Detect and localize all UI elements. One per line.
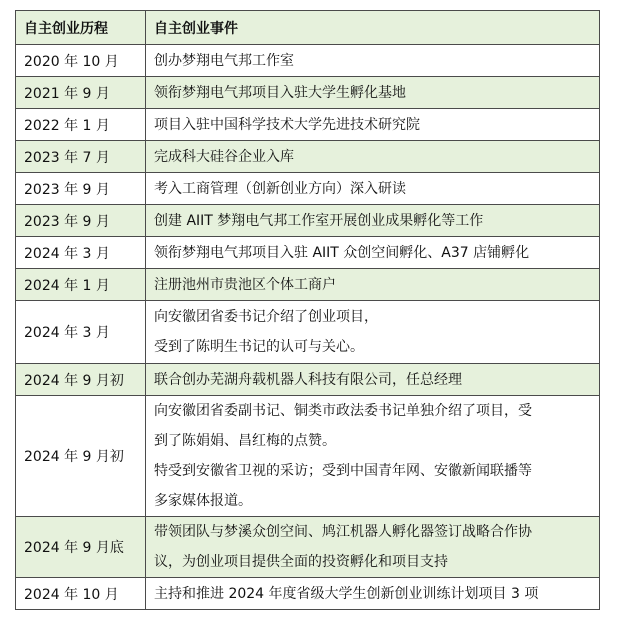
header-history: 自主创业历程	[16, 11, 146, 45]
event-line: 完成科大硅谷企业入库	[154, 148, 294, 165]
table-row	[16, 237, 600, 269]
event-line: 受到了陈明生书记的认可与关心。	[154, 339, 364, 355]
row-date: 2024 年 1 月	[16, 269, 146, 301]
event-line: 主持和推进 2024 年度省级大学生创新创业训练计划项目 3 项	[154, 585, 539, 602]
timeline-table	[15, 10, 600, 610]
table-row	[16, 45, 600, 77]
event-line: 注册池州市贵池区个体工商户	[154, 276, 336, 293]
row-event	[146, 364, 600, 396]
row-event	[146, 578, 600, 610]
row-date: 2024 年 9 月初	[16, 396, 146, 517]
table-header-row	[16, 11, 600, 45]
row-event	[146, 109, 600, 141]
table-row	[16, 77, 600, 109]
event-line: 领衔梦翔电气邦项目入驻大学生孵化基地	[154, 84, 406, 101]
row-date: 2022 年 1 月	[16, 109, 146, 141]
row-event	[146, 269, 600, 301]
table-row	[16, 141, 600, 173]
row-event	[146, 141, 600, 173]
table-row	[16, 109, 600, 141]
header-events: 自主创业事件	[146, 11, 600, 45]
event-line: 创建 AIIT 梦翔电气邦工作室开展创业成果孵化等工作	[154, 212, 484, 229]
event-line: 创办梦翔电气邦工作室	[154, 52, 294, 69]
table-row	[16, 205, 600, 237]
row-date: 2023 年 9 月	[16, 205, 146, 237]
event-line: 多家媒体报道。	[154, 493, 252, 509]
entrepreneurship-timeline	[15, 10, 599, 610]
row-event	[146, 517, 600, 578]
row-event	[146, 173, 600, 205]
row-date: 2024 年 10 月	[16, 578, 146, 610]
table-row	[16, 578, 600, 610]
table-row	[16, 364, 600, 396]
row-date: 2024 年 9 月初	[16, 364, 146, 396]
row-event	[146, 77, 600, 109]
event-line: 向安徽团省委副书记、铜类市政法委书记单独介绍了项目，受	[154, 403, 532, 419]
row-date: 2024 年 3 月	[16, 301, 146, 364]
row-date: 2023 年 9 月	[16, 173, 146, 205]
event-line: 领衔梦翔电气邦项目入驻 AIIT 众创空间孵化、A37 店铺孵化	[154, 244, 530, 261]
event-line: 联合创办芜湖舟载机器人科技有限公司，任总经理	[154, 371, 462, 388]
row-date: 2021 年 9 月	[16, 77, 146, 109]
event-line: 项目入驻中国科学技术大学先进技术研究院	[154, 116, 420, 133]
table-row	[16, 396, 600, 517]
row-event	[146, 45, 600, 77]
row-date: 2020 年 10 月	[16, 45, 146, 77]
row-event	[146, 396, 600, 517]
table-row	[16, 301, 600, 364]
event-line: 向安徽团省委书记介绍了创业项目，	[154, 309, 378, 325]
row-event	[146, 237, 600, 269]
event-line: 到了陈娟娟、昌红梅的点赞。	[154, 433, 336, 449]
table-row	[16, 173, 600, 205]
row-date: 2023 年 7 月	[16, 141, 146, 173]
row-event	[146, 301, 600, 364]
event-line: 带领团队与梦溪众创空间、鸠江机器人孵化器签订战略合作协	[154, 524, 532, 540]
table-row	[16, 269, 600, 301]
event-line: 议，为创业项目提供全面的投资孵化和项目支持	[154, 554, 448, 570]
event-line: 特受到安徽省卫视的采访；受到中国青年网、安徽新闻联播等	[154, 463, 532, 479]
event-line: 考入工商管理（创新创业方向）深入研读	[154, 180, 406, 197]
row-event	[146, 205, 600, 237]
row-date: 2024 年 3 月	[16, 237, 146, 269]
table-row	[16, 517, 600, 578]
row-date: 2024 年 9 月底	[16, 517, 146, 578]
